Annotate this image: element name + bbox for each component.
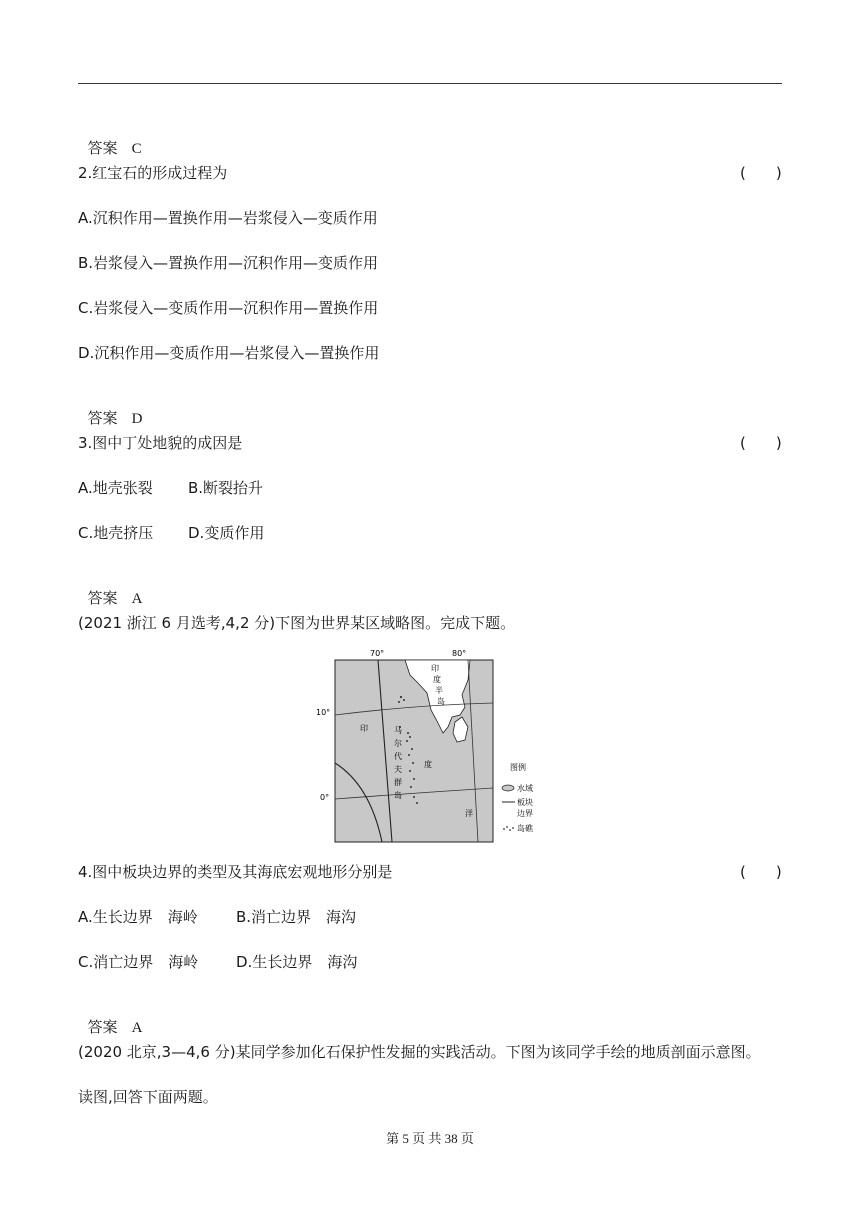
islands-label-2: 尔 bbox=[394, 739, 402, 748]
peninsula-label-2: 度 bbox=[433, 675, 441, 684]
answer-label: 答案 bbox=[87, 409, 118, 427]
ocean-label-3: 洋 bbox=[465, 809, 473, 818]
peninsula-label-1: 印 bbox=[431, 664, 439, 673]
answer-bracket: ( ) bbox=[740, 863, 782, 881]
ocean-label-2: 度 bbox=[424, 760, 432, 769]
option-b: B.断裂抬升 bbox=[188, 479, 264, 497]
option-b: B.岩浆侵入—置换作用—沉积作用—变质作用 bbox=[78, 254, 379, 272]
answer-value: A bbox=[131, 591, 143, 607]
page-footer: 第 5 页 共 38 页 bbox=[386, 1131, 474, 1146]
ocean-label-1: 印 bbox=[360, 724, 368, 733]
answer-line bbox=[78, 118, 142, 159]
option-d: D.生长边界 海沟 bbox=[236, 953, 358, 971]
answer-value: C bbox=[131, 141, 142, 157]
option-a: A.沉积作用—置换作用—岩浆侵入—变质作用 bbox=[78, 209, 378, 227]
material-intro: (2020 北京,3—4,6 分)某同学参加化石保护性发掘的实践活动。下图为该同学手绘的地质剖面示意图。 bbox=[78, 1043, 761, 1061]
option-a: A.地壳张裂 bbox=[78, 479, 153, 497]
question-stem: 4.图中板块边界的类型及其海底宏观地形分别是 bbox=[78, 863, 393, 881]
islands-label-3: 代 bbox=[394, 752, 402, 761]
material-instruction: 读图,回答下面两题。 bbox=[78, 1088, 218, 1106]
lon-label-80: 80° bbox=[452, 649, 467, 658]
islands-label-6: 岛 bbox=[394, 791, 402, 800]
legend-boundary-label: 板块 边界 bbox=[517, 798, 533, 818]
legend-title: 图例 bbox=[510, 763, 526, 772]
answer-value: A bbox=[131, 1020, 143, 1036]
islands-label-5: 群 bbox=[394, 778, 402, 787]
answer-line bbox=[78, 568, 142, 609]
answer-bracket: ( ) bbox=[740, 164, 782, 182]
answer-line bbox=[78, 997, 142, 1038]
material-intro: (2021 浙江 6 月选考,4,2 分)下图为世界某区域略图。完成下题。 bbox=[78, 614, 516, 632]
answer-value: D bbox=[131, 411, 143, 427]
legend-water-label: 水域 bbox=[517, 784, 533, 793]
peninsula-label-3: 半 bbox=[435, 686, 443, 695]
islands-label-1: 马 bbox=[394, 726, 402, 735]
lon-label-70: 70° bbox=[370, 649, 385, 658]
option-c: C.地壳挤压 bbox=[78, 524, 154, 542]
option-a: A.生长边界 海岭 bbox=[78, 908, 198, 926]
answer-label: 答案 bbox=[87, 1018, 118, 1036]
lat-label-10: 10° bbox=[316, 708, 331, 717]
legend-water-swatch bbox=[502, 785, 514, 791]
question-stem: 2.红宝石的形成过程为 bbox=[78, 164, 228, 182]
header-rule bbox=[78, 83, 782, 84]
lat-label-0: 0° bbox=[320, 793, 330, 802]
answer-label: 答案 bbox=[87, 139, 118, 157]
answer-label: 答案 bbox=[87, 589, 118, 607]
question-stem: 3.图中丁处地貌的成因是 bbox=[78, 434, 243, 452]
islands-label-4: 夫 bbox=[394, 765, 402, 774]
option-c: C.岩浆侵入—变质作用—沉积作用—置换作用 bbox=[78, 299, 379, 317]
answer-line bbox=[78, 388, 142, 429]
legend-reef-swatch bbox=[503, 826, 514, 831]
peninsula-label-4: 岛 bbox=[437, 697, 445, 706]
legend-reef-label: 岛礁 bbox=[517, 824, 533, 833]
answer-bracket: ( ) bbox=[740, 434, 782, 452]
region-map bbox=[300, 645, 550, 845]
option-b: B.消亡边界 海沟 bbox=[236, 908, 357, 926]
option-c: C.消亡边界 海岭 bbox=[78, 953, 199, 971]
option-d: D.变质作用 bbox=[188, 524, 265, 542]
option-d: D.沉积作用—变质作用—岩浆侵入—置换作用 bbox=[78, 344, 380, 362]
